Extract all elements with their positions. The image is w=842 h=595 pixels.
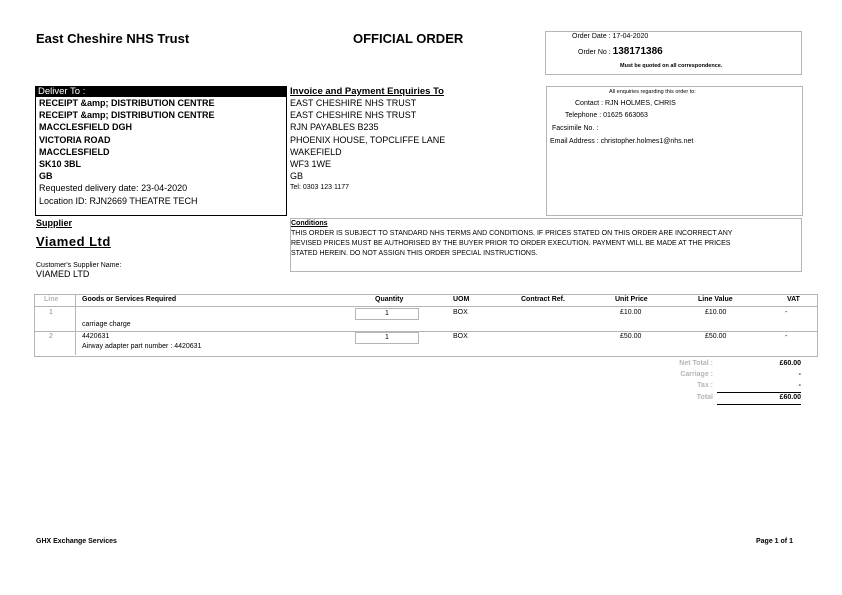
col-header-uom: UOM	[453, 296, 470, 303]
email-label: Email Address :	[550, 138, 599, 145]
invoice-heading: Invoice and Payment Enquiries To	[290, 86, 444, 97]
row-line-number: 1	[49, 309, 53, 316]
conditions-line: THIS ORDER IS SUBJECT TO STANDARD NHS TERMS AND CONDITIONS. IF PRICES STATED ON THIS ORDER ARE INCORRECT ANY	[291, 230, 733, 237]
row-divider	[35, 331, 817, 332]
footer-provider: GHX Exchange Services	[36, 538, 117, 545]
invoice-country: GB	[290, 171, 304, 182]
telephone-value: 01625 663063	[603, 112, 648, 119]
telephone-label: Telephone :	[565, 112, 602, 119]
invoice-line: PHOENIX HOUSE, TOPCLIFFE LANE	[290, 134, 446, 145]
invoice-line: WAKEFIELD	[290, 146, 342, 157]
supplier-heading: Supplier	[36, 218, 73, 228]
col-header-unit-price: Unit Price	[615, 296, 648, 303]
invoice-box	[290, 86, 543, 214]
row-unit-price: £10.00	[620, 309, 642, 316]
quote-note: Must be quoted on all correspondence.	[620, 63, 723, 69]
deliver-country: GB	[39, 171, 53, 182]
deliver-to-heading: Deliver To :	[36, 87, 286, 97]
row-quantity: 1	[355, 308, 419, 320]
row-description: Airway adapter part number : 4420631	[82, 343, 202, 350]
location-id: Location ID: RJN2669 THEATRE TECH	[39, 195, 198, 206]
col-header-quantity: Quantity	[375, 296, 404, 303]
contact-label: Contact :	[575, 100, 604, 107]
deliver-to-box	[35, 86, 287, 216]
row-line-value: £50.00	[705, 333, 727, 340]
col-header-vat: VAT	[787, 296, 800, 303]
conditions-heading: Conditions	[291, 220, 328, 227]
total-label: Total	[696, 394, 713, 401]
supplier-name: Viamed Ltd	[36, 234, 111, 249]
invoice-postcode: WF3 1WE	[290, 159, 332, 170]
row-line-value: £10.00	[705, 309, 727, 316]
conditions-line: REVISED PRICES MUST BE AUTHORISED BY THE BUYER PRIOR TO ORDER EXECUTION. PAYMENT WILL BE MADE AT THE PRICES	[291, 240, 731, 247]
email-row	[550, 138, 693, 145]
row-uom: BOX	[453, 333, 468, 340]
telephone-row	[565, 112, 648, 119]
conditions-box	[290, 218, 802, 272]
customer-supplier-name-label: Customer's Supplier Name:	[36, 262, 122, 269]
net-total-value: £60.00	[779, 360, 801, 367]
row-vat: -	[785, 309, 788, 316]
page-number: Page 1 of 1	[756, 538, 793, 545]
order-items-table	[34, 294, 818, 357]
fax-label: Facsimile No. :	[552, 125, 599, 132]
row-vat: -	[785, 333, 788, 340]
carriage-label: Carriage :	[680, 371, 713, 378]
col-header-line: Line	[44, 296, 59, 303]
col-header-contract: Contract Ref.	[521, 296, 565, 303]
requested-delivery-date: Requested delivery date: 23-04-2020	[39, 183, 188, 194]
row-unit-price: £50.00	[620, 333, 642, 340]
order-date-label: Order Date :	[572, 33, 611, 40]
header-divider	[75, 295, 76, 306]
enquiries-box	[546, 86, 803, 216]
invoice-line: EAST CHESHIRE NHS TRUST	[290, 110, 417, 121]
deliver-postcode: SK10 3BL	[39, 159, 82, 170]
invoice-line: RJN PAYABLES B235	[290, 122, 379, 133]
carriage-value: -	[798, 371, 801, 378]
row-quantity: 1	[355, 332, 419, 344]
contact-row	[575, 100, 676, 107]
deliver-line: RECEIPT &amp; DISTRIBUTION CENTRE	[39, 110, 215, 121]
order-info-box	[545, 31, 802, 75]
order-no-label: Order No :	[578, 49, 611, 56]
deliver-line: RECEIPT &amp; DISTRIBUTION CENTRE	[39, 98, 215, 108]
invoice-line: EAST CHESHIRE NHS TRUST	[290, 98, 417, 108]
col-header-goods: Goods or Services Required	[82, 296, 177, 303]
deliver-line: VICTORIA ROAD	[39, 134, 111, 145]
total-underline	[717, 404, 801, 405]
fax-row	[552, 125, 598, 132]
tax-value: -	[798, 382, 801, 389]
row-desc-code: 4420631	[82, 333, 110, 340]
row-uom: BOX	[453, 309, 468, 316]
total-value: £60.00	[779, 394, 801, 401]
deliver-line: MACCLESFIELD	[39, 146, 110, 157]
email-value: christopher.holmes1@nhs.net	[600, 138, 694, 145]
contact-value: RJN HOLMES, CHRIS	[604, 100, 676, 107]
deliver-line: MACCLESFIELD DGH	[39, 122, 132, 133]
total-rule	[717, 392, 801, 393]
net-total-label: Net Total :	[679, 360, 713, 367]
order-no-row	[578, 46, 663, 57]
invoice-tel: Tel: 0303 123 1177	[290, 184, 350, 192]
conditions-line: STATED HEREIN. DO NOT ASSIGN THIS ORDER SPECIAL INSTRUCTIONS.	[291, 250, 538, 257]
row-description: carriage charge	[82, 321, 131, 328]
row-line-number: 2	[49, 333, 53, 340]
order-no-value: 138171386	[612, 46, 663, 57]
order-date-row	[572, 33, 648, 40]
enquiries-heading: All enquiries regarding this order to:	[609, 89, 696, 95]
col-header-line-value: Line Value	[698, 296, 733, 303]
trust-name: East Cheshire NHS Trust	[36, 31, 190, 46]
customer-supplier-name-value: VIAMED LTD	[36, 269, 90, 279]
tax-label: Tax :	[697, 382, 713, 389]
document-title: OFFICIAL ORDER	[353, 31, 464, 46]
order-date-value: 17-04-2020	[612, 33, 649, 40]
